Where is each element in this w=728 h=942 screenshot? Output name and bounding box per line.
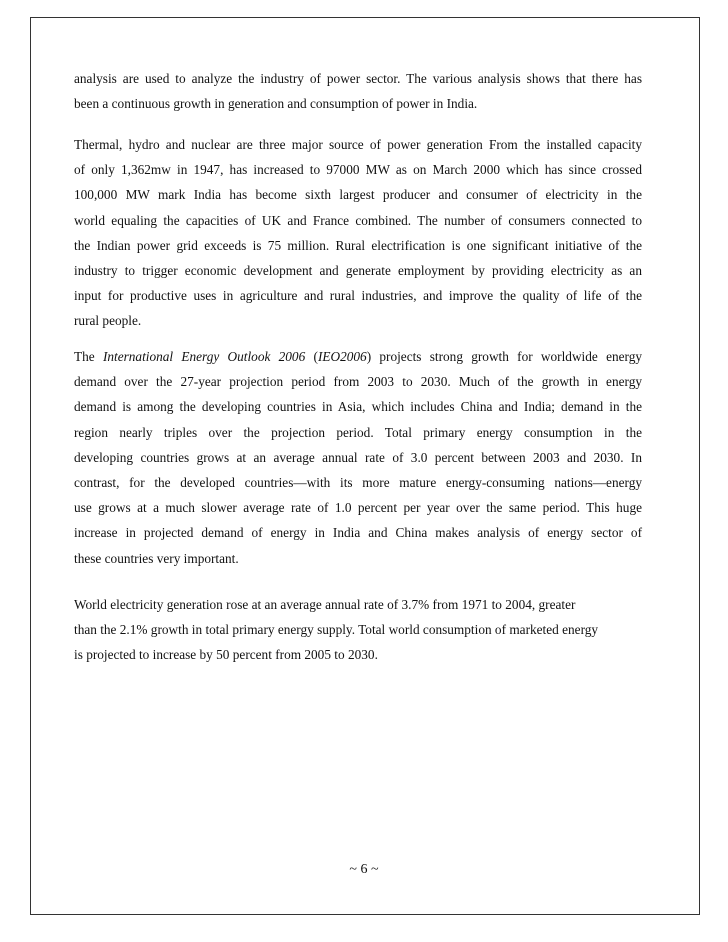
text-line: developing countries grows at an average annual rate of 3.0 percent between 2003 and 2030. In <box>74 449 642 465</box>
text-line: increase in projected demand of energy in India and China makes analysis of energy sector of <box>74 525 642 541</box>
text-line: of only 1,362mw in 1947, has increased to 97000 MW as on March 2000 which has since crossed <box>74 162 642 178</box>
text-line: is projected to increase by 50 percent from 2005 to 2030. <box>74 647 378 663</box>
page-number: ~ 6 ~ <box>349 862 379 877</box>
text-line: 100,000 MW mark India has become sixth largest producer and consumer of electricity in the <box>74 187 642 203</box>
paragraph-world-electricity <box>74 592 642 668</box>
text-line: input for productive uses in agriculture and rural industries, and improve the quality of life of the <box>74 288 642 304</box>
text-line: demand over the 27-year projection period from 2003 to 2030. Much of the growth in energy <box>74 374 642 390</box>
text-line: region nearly triples over the projection period. Total primary energy consumption in the <box>74 424 642 440</box>
text-fragment: The <box>74 349 103 364</box>
text-line: the Indian power grid exceeds is 75 million. Rural electrification is one significant initiative of the <box>74 237 642 253</box>
text-line: been a continuous growth in generation and consumption of power in India. <box>74 96 478 112</box>
text-line: rural people. <box>74 313 142 329</box>
text-line: World electricity generation rose at an average annual rate of 3.7% from 1971 to 2004, greater <box>74 597 576 612</box>
publication-title: International Energy Outlook 2006 <box>102 349 306 364</box>
paragraph-energy-outlook <box>74 344 642 571</box>
text-fragment: ( <box>305 349 318 364</box>
text-line: use grows at a much slower average rate of 1.0 percent per year over the same period. This huge <box>74 500 642 516</box>
text-line: contrast, for the developed countries—with its more mature energy-consuming nations—energy <box>74 475 642 491</box>
text-fragment: ) projects strong growth for worldwide energy <box>366 349 642 364</box>
text-line: demand is among the developing countries in Asia, which includes China and India; demand in the <box>74 399 642 415</box>
text-line: industry to trigger economic development and generate employment by providing electricity as an <box>74 263 642 279</box>
text-line: world equaling the capacities of UK and France combined. The number of consumers connected to <box>74 212 642 228</box>
paragraph-power-generation <box>74 132 642 334</box>
paragraph-power-sector-analysis <box>74 66 642 116</box>
text-line: analysis are used to analyze the industry of power sector. The various analysis shows that there has <box>74 71 642 86</box>
text-line: Thermal, hydro and nuclear are three major source of power generation From the installed capacity <box>74 137 642 152</box>
text-line: than the 2.1% growth in total primary energy supply. Total world consumption of marketed energy <box>74 622 599 638</box>
text-line: these countries very important. <box>74 550 239 566</box>
publication-abbreviation: IEO2006 <box>317 349 367 364</box>
text-line <box>74 344 642 369</box>
